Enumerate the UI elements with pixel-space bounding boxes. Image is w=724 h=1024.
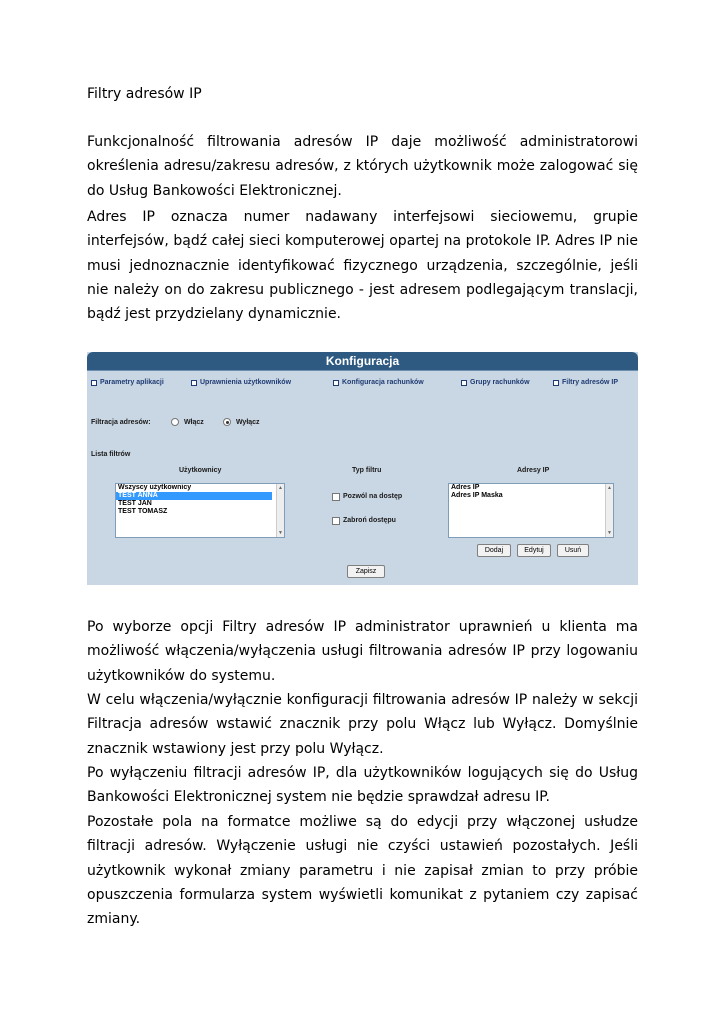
paragraph-intro-1: Funkcjonalność filtrowania adresów IP daje możliwość administratorowi określenia adresu/zakresu adresów, z których użytkownik może zalogować się do Usług Bankowości Elektronicznej. bbox=[87, 134, 638, 199]
filter-label: Filtracja adresów: bbox=[91, 419, 151, 426]
tab-account-groups[interactable] bbox=[461, 379, 530, 386]
filter-list-label: Lista filtrów bbox=[91, 451, 131, 458]
ip-addresses-listbox[interactable] bbox=[448, 483, 614, 538]
radio-disable-label: Wyłącz bbox=[235, 418, 260, 426]
paragraph-desc-1: Po wyborze opcji Filtry adresów IP administrator uprawnień u klienta ma możliwość włączenia/wyłączenia usługi filtrowania adresów IP przy logowaniu użytkowników do systemu. bbox=[87, 619, 638, 684]
add-button[interactable]: Dodaj bbox=[477, 544, 511, 557]
save-button[interactable]: Zapisz bbox=[347, 565, 385, 578]
radio-disable-icon[interactable] bbox=[223, 418, 231, 426]
deny-access-label: Zabroń dostępu bbox=[343, 517, 396, 524]
deny-access-checkbox[interactable] bbox=[332, 517, 340, 525]
list-item[interactable]: TEST ANNA bbox=[116, 492, 272, 500]
scroll-up-icon[interactable]: ▲ bbox=[607, 485, 612, 491]
list-item[interactable]: Adres IP bbox=[451, 484, 480, 491]
remove-button[interactable]: Usuń bbox=[557, 544, 589, 557]
radio-enable-label: Włącz bbox=[183, 418, 204, 426]
radio-enable-icon[interactable] bbox=[171, 418, 179, 426]
allow-access-checkbox[interactable] bbox=[332, 493, 340, 501]
list-item[interactable]: Adres IP Maska bbox=[451, 492, 503, 499]
tab-bullet-icon bbox=[91, 380, 97, 386]
filter-type-column-header: Typ filtru bbox=[352, 467, 382, 474]
tab-label: Grupy rachunków bbox=[470, 379, 530, 386]
tab-label: Parametry aplikacji bbox=[100, 379, 164, 386]
paragraph-desc-3: Po wyłączeniu filtracji adresów IP, dla użytkowników logujących się do Usług Bankowości Elektronicznej system nie będzie sprawdzał adresu IP. bbox=[87, 765, 638, 806]
list-item[interactable]: TEST JAN bbox=[118, 500, 152, 507]
list-item[interactable]: TEST TOMASZ bbox=[118, 508, 168, 515]
tab-account-config[interactable] bbox=[333, 379, 424, 386]
radio-disable[interactable] bbox=[223, 418, 260, 426]
paragraph-intro-2: Adres IP oznacza numer nadawany interfejsowi sieciowemu, grupie interfejsów, bądź całej sieci komputerowej opartej na protokole IP. Adres IP nie musi jednoznacznie identyfikować fizycznego urządzenia, szczególnie, jeśli nie należy on do zakresu publicznego - jest adresem podlegającym translacji, bądź jest przydzielany dynamicznie. bbox=[87, 209, 638, 323]
tab-label: Konfiguracja rachunków bbox=[342, 379, 424, 386]
edit-button[interactable]: Edytuj bbox=[517, 544, 551, 557]
tab-bullet-icon bbox=[191, 380, 197, 386]
tab-application-params[interactable] bbox=[91, 379, 164, 386]
scroll-down-icon[interactable]: ▼ bbox=[607, 530, 612, 536]
ip-scrollbar[interactable] bbox=[605, 484, 613, 537]
users-scrollbar[interactable] bbox=[276, 484, 284, 537]
paragraph-desc-4: Pozostałe pola na formatce możliwe są do edycji przy włączonej usłudze filtracji adresów. Wyłączenie usługi nie czyści ustawień pozostałych. Jeśli użytkownik wykonał zmiany parametru i nie zapisał zmian to przy próbie opuszczenia formularza system wyświetli komunikat z pytaniem czy zapisać zmiany. bbox=[87, 814, 638, 928]
radio-enable[interactable] bbox=[171, 418, 204, 426]
paragraph-desc-2: W celu włączenia/wyłącznie konfiguracji filtrowania adresów IP należy w sekcji Filtracja adresów wstawić znacznik przy polu Włącz lub Wyłącz. Domyślnie znacznik wstawiony jest przy polu Wyłącz. bbox=[87, 692, 638, 757]
users-column-header: Użytkownicy bbox=[179, 467, 222, 474]
ip-addresses-column-header: Adresy IP bbox=[517, 467, 550, 474]
allow-access-label: Pozwól na dostęp bbox=[343, 493, 403, 500]
scroll-up-icon[interactable]: ▲ bbox=[278, 485, 283, 491]
tab-bullet-icon bbox=[333, 380, 339, 386]
tab-user-permissions[interactable] bbox=[191, 379, 291, 386]
config-title: Konfiguracja bbox=[87, 352, 638, 371]
list-item[interactable]: Wszyscy użytkownicy bbox=[118, 484, 192, 491]
users-listbox[interactable] bbox=[115, 483, 285, 538]
config-screenshot bbox=[87, 352, 638, 585]
tab-label: Filtry adresów IP bbox=[562, 379, 619, 386]
scroll-down-icon[interactable]: ▼ bbox=[278, 530, 283, 536]
page-heading: Filtry adresów IP bbox=[87, 86, 202, 102]
tab-ip-filters[interactable] bbox=[553, 379, 618, 386]
tab-label: Uprawnienia użytkowników bbox=[200, 379, 292, 386]
tab-bullet-icon bbox=[461, 380, 467, 386]
tab-bullet-icon bbox=[553, 380, 559, 386]
